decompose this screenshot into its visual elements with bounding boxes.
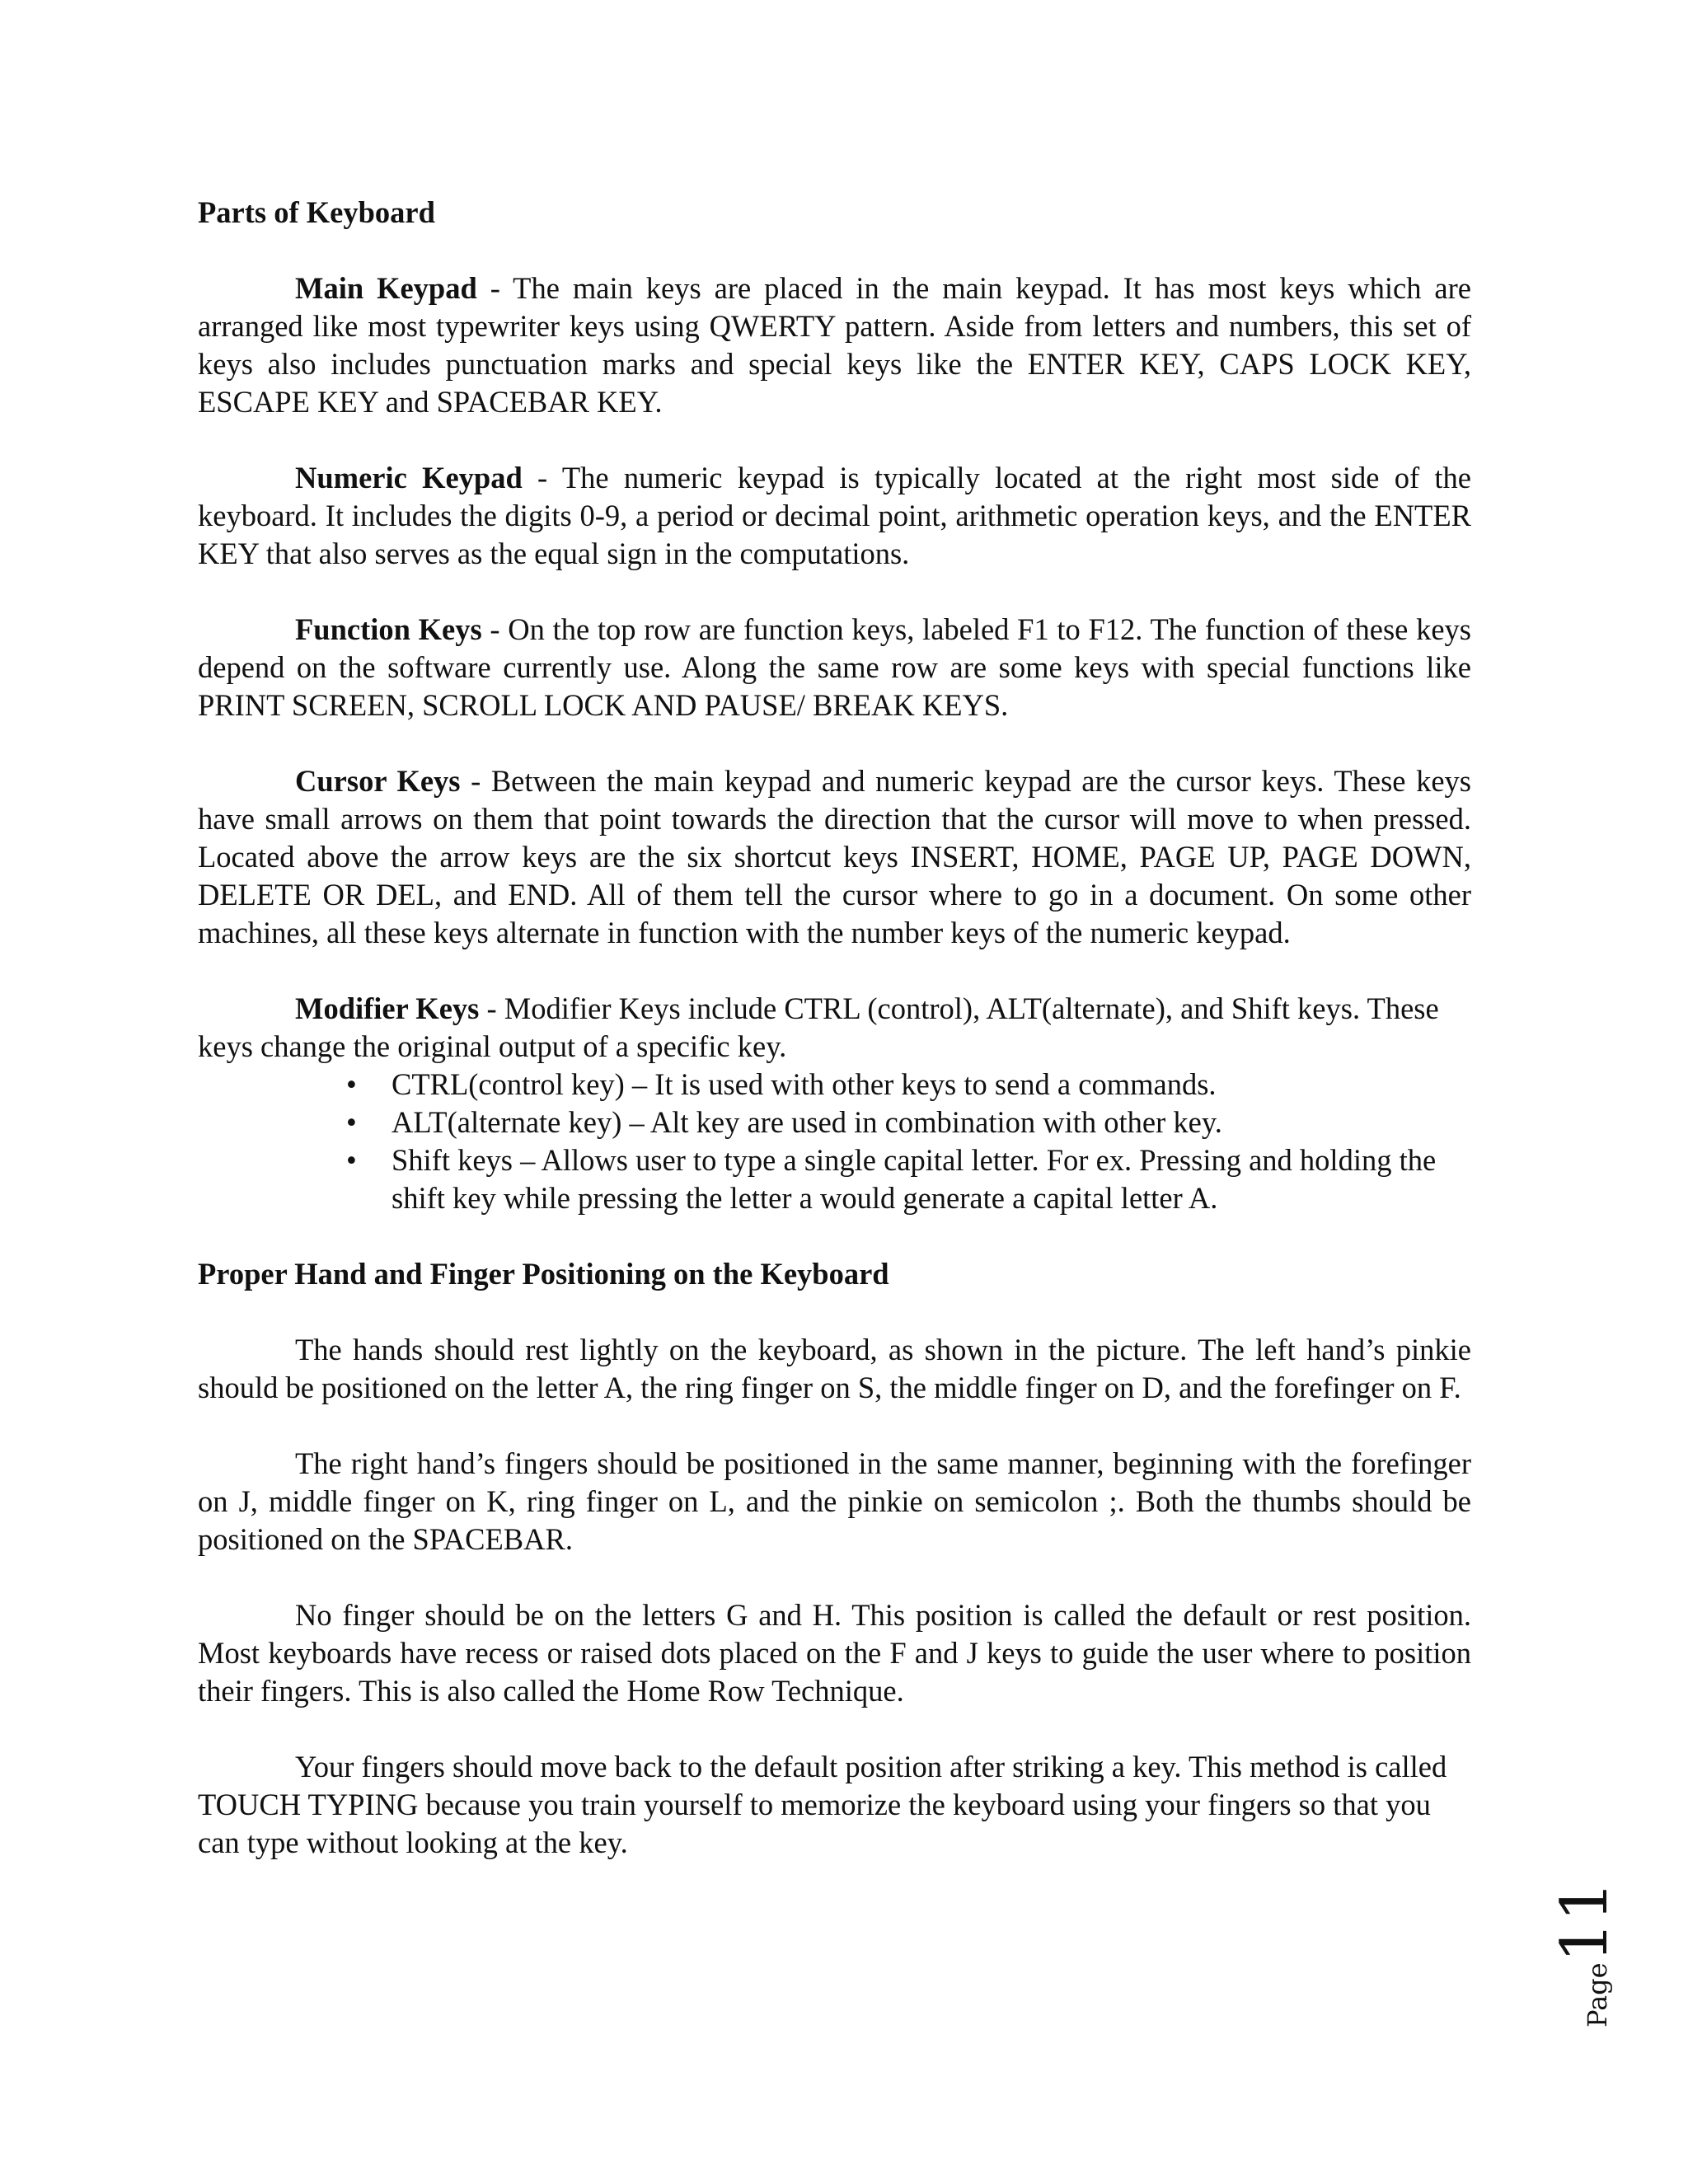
list-item xyxy=(198,1066,1471,1104)
paragraph-left-hand: The hands should rest lightly on the keyboard, as shown in the picture. The left hand’s pinkie should be positioned on the letter A, the ring finger on S, the middle finger on D, and the forefinger on F. xyxy=(198,1333,1471,1404)
bullet-icon: • xyxy=(346,1105,357,1139)
text-main-keypad: - The main keys are placed in the main keypad. It has most keys which are arranged like most typewriter keys using QWERTY pattern. Aside from letters and numbers, this set of keys also includes punctuation marks and special keys like the ENTER KEY, CAPS LOCK KEY, ESCAPE KEY and SPACEBAR KEY. xyxy=(198,271,1471,419)
list-item-text: Shift keys – Allows user to type a single capital letter. For ex. Pressing and holding the shift key while pressing the letter a would generate a capital letter A. xyxy=(392,1143,1437,1215)
text-cursor-keys: - Between the main keypad and numeric keypad are the cursor keys. These keys have small arrows on them that point towards the direction that the cursor will move to when pressed. Located above the arrow keys are the six shortcut keys INSERT, HOME, PAGE UP, PAGE DOWN, DELETE OR DEL, and END. All of them tell the cursor where to go in a document. On some other machines, all these keys alternate in function with the number keys of the numeric keypad. xyxy=(198,764,1471,949)
text-numeric-keypad: - The numeric keypad is typically located at the right most side of the keyboard. It includes the digits 0-9, a period or decimal point, arithmetic operation keys, and the ENTER KEY that also serves as the equal sign in the computations. xyxy=(198,461,1471,570)
bullet-icon: • xyxy=(346,1143,357,1177)
paragraph-function-keys xyxy=(198,611,1471,724)
paragraph-cursor-keys xyxy=(198,762,1471,952)
paragraph-touch-typing: Your fingers should move back to the default position after striking a key. This method is called TOUCH TYPING because you train yourself to memorize the keyboard using your fingers so that you can type without looking at the key. xyxy=(198,1750,1447,1859)
paragraph-right-hand: The right hand’s fingers should be positioned in the same manner, beginning with the forefinger on J, middle finger on K, ring finger on L, and the pinkie on semicolon ;. Both the thumbs should be positioned on the SPACEBAR. xyxy=(198,1446,1471,1556)
section-heading-parts-of-keyboard: Parts of Keyboard xyxy=(198,195,435,229)
document-body xyxy=(198,194,1471,1862)
paragraph-modifier-keys xyxy=(198,990,1471,1066)
section-heading-hand-positioning: Proper Hand and Finger Positioning on the Keyboard xyxy=(198,1257,889,1291)
list-item xyxy=(198,1104,1471,1141)
page-label-word: Page xyxy=(1582,1962,1613,2027)
paragraph-numeric-keypad xyxy=(198,459,1471,573)
term-cursor-keys: Cursor Keys xyxy=(295,764,461,798)
list-item-text: ALT(alternate key) – Alt key are used in combination with other key. xyxy=(392,1105,1222,1139)
list-item xyxy=(198,1141,1471,1217)
page-number: 11 xyxy=(1548,1881,1622,1963)
term-numeric-keypad: Numeric Keypad xyxy=(295,461,523,494)
term-main-keypad: Main Keypad xyxy=(295,271,477,305)
modifier-keys-list xyxy=(198,1066,1471,1217)
term-function-keys: Function Keys xyxy=(295,612,482,646)
page-number-footer xyxy=(1548,1881,1639,2027)
paragraph-home-row: No finger should be on the letters G and H. This position is called the default or rest position. Most keyboards have recess or raised dots placed on the F and J keys to guide the user where to position their fingers. This is also called the Home Row Technique. xyxy=(198,1598,1471,1708)
term-modifier-keys: Modifier Keys xyxy=(295,991,480,1025)
bullet-icon: • xyxy=(346,1067,357,1101)
text-modifier-keys: - Modifier Keys include CTRL (control), ALT(alternate), and Shift keys. These keys change the original output of a specific key. xyxy=(198,991,1439,1063)
text-function-keys: - On the top row are function keys, labeled F1 to F12. The function of these keys depend on the software currently use. Along the same row are some keys with special functions like PRINT SCREEN, SCROLL LOCK AND PAUSE/ BREAK KEYS. xyxy=(198,612,1471,722)
paragraph-main-keypad xyxy=(198,269,1471,421)
list-item-text: CTRL(control key) – It is used with other keys to send a commands. xyxy=(392,1067,1217,1101)
